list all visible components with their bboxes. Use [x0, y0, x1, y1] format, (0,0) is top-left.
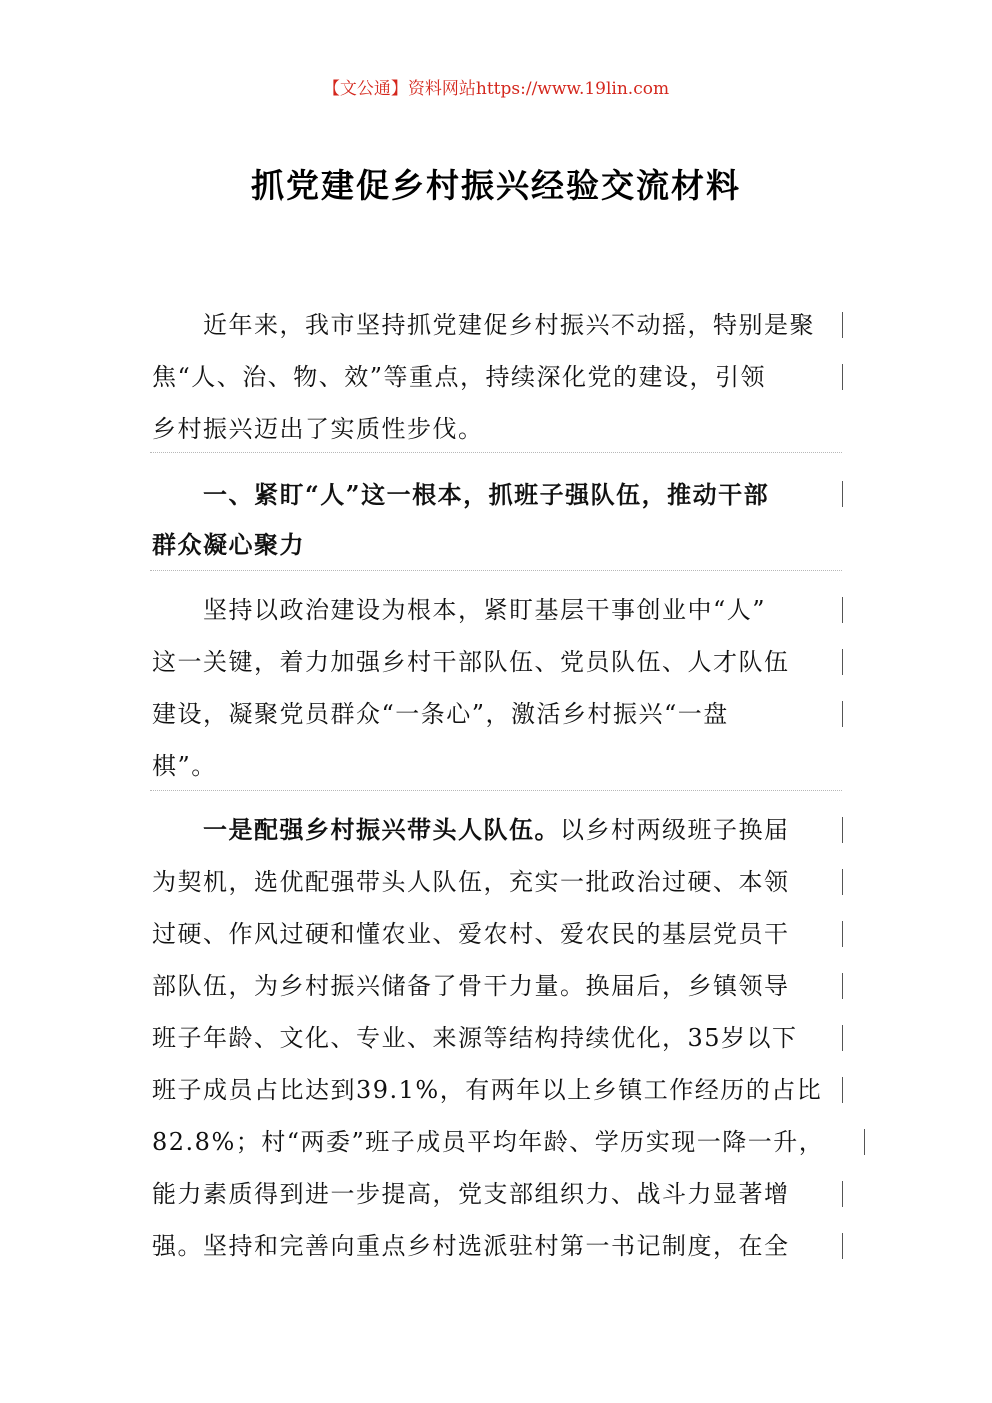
document-title: 抓党建促乡村振兴经验交流材料	[251, 166, 741, 205]
site-header-banner: 【文公通】资料网站https://www.19lin.com	[322, 79, 670, 99]
paragraph-lead-bold: 一是配强乡村振兴带头人队伍。	[152, 815, 560, 844]
body-line: 棋”。	[152, 752, 217, 780]
margin-boundary-mark	[842, 1181, 843, 1207]
section-heading-line: 群众凝心聚力	[152, 530, 305, 559]
body-line: 这一关键，着力加强乡村干部队伍、党员队伍、人才队伍	[152, 648, 790, 676]
paragraph-separator	[150, 570, 842, 571]
body-line: 部队伍，为乡村振兴储备了骨干力量。换届后，乡镇领导	[152, 972, 790, 1000]
body-line: 坚持以政治建设为根本，紧盯基层干事创业中“人”	[152, 596, 767, 624]
margin-boundary-mark	[842, 973, 843, 999]
body-line: 82.8%；村“两委”班子成员平均年龄、学历实现一降一升，	[152, 1128, 825, 1156]
paragraph-separator	[150, 790, 842, 791]
margin-boundary-mark	[842, 364, 843, 390]
intro-line: 乡村振兴迈出了实质性步伐。	[152, 415, 484, 443]
body-line: 班子成员占比达到39.1%，有两年以上乡镇工作经历的占比	[152, 1076, 823, 1104]
body-line: 强。坚持和完善向重点乡村选派驻村第一书记制度，在全	[152, 1232, 790, 1260]
margin-boundary-mark	[842, 649, 843, 675]
body-line: 建设，凝聚党员群众“一条心”，激活乡村振兴“一盘	[152, 700, 729, 728]
margin-boundary-mark	[842, 597, 843, 623]
body-line-first	[152, 804, 842, 856]
paragraph-lead-rest: 以乡村两级班子换届	[560, 816, 790, 844]
margin-boundary-mark	[842, 869, 843, 895]
paragraph-separator	[150, 452, 842, 453]
margin-boundary-mark	[842, 312, 843, 338]
margin-boundary-mark	[842, 921, 843, 947]
margin-boundary-mark	[842, 1077, 843, 1103]
intro-line: 近年来，我市坚持抓党建促乡村振兴不动摇，特别是聚	[152, 311, 815, 339]
margin-boundary-mark	[842, 701, 843, 727]
section-heading-line: 一、紧盯“人”这一根本，抓班子强队伍，推动干部	[152, 480, 770, 509]
margin-boundary-mark	[842, 1233, 843, 1259]
body-line: 过硬、作风过硬和懂农业、爱农村、爱农民的基层党员干	[152, 920, 790, 948]
margin-boundary-mark	[842, 1025, 843, 1051]
margin-boundary-mark	[864, 1129, 865, 1155]
margin-boundary-mark	[842, 817, 843, 843]
margin-boundary-mark	[842, 481, 843, 507]
body-line: 能力素质得到进一步提高，党支部组织力、战斗力显著增	[152, 1180, 790, 1208]
body-line: 为契机，选优配强带头人队伍，充实一批政治过硬、本领	[152, 868, 790, 896]
body-line: 班子年龄、文化、专业、来源等结构持续优化，35岁以下	[152, 1024, 798, 1052]
intro-line: 焦“人、治、物、效”等重点，持续深化党的建设，引领	[152, 363, 767, 391]
